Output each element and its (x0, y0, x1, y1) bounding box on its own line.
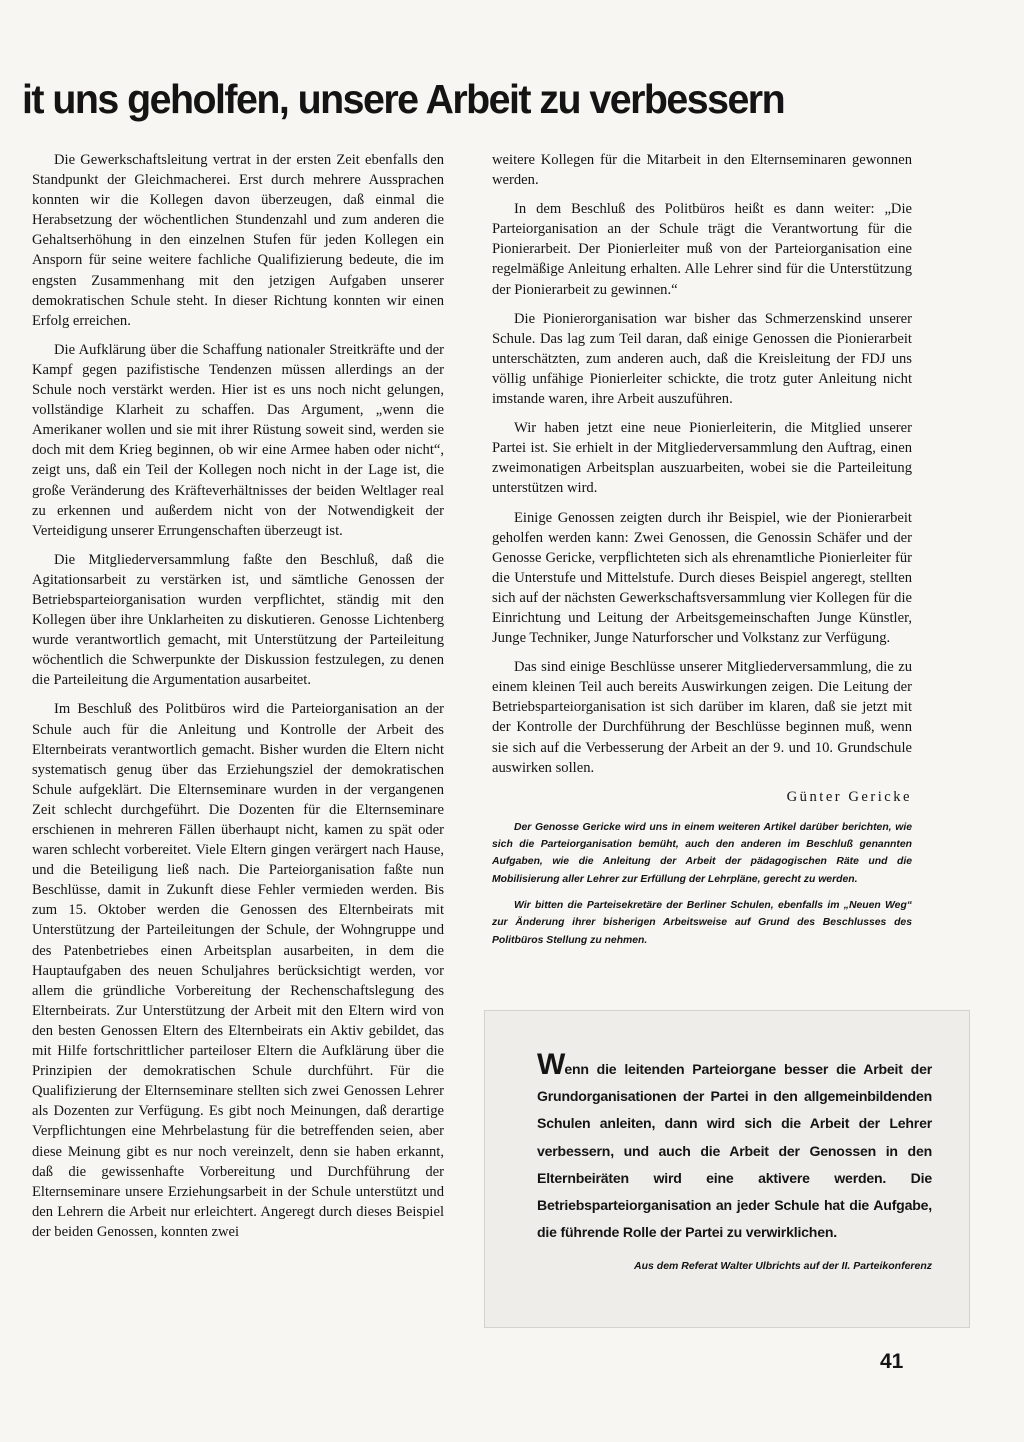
paragraph: Die Pionierorganisation war bisher das Schmerzenskind unserer Schule. Das lag zum Teil daran, daß einige Genossen die Pionierarbeit unterschätzten, zum anderen auch, daß die Kreisleitung der FDJ uns völlig unfähige Pionierleiter schickte, die trotz guter Anleitung nicht imstande waren, ihre Arbeit auszuführen. (492, 310, 912, 408)
editor-note: Der Genosse Gericke wird uns in einem weiteren Artikel darüber berichten, wie sich die Parteiorganisation bemüht, auch den anderen im Beschluß genannten Aufgaben, wie die Anleitung der Arbeit der pädagogischen Räte und die Mobilisierung aller Lehrer zur Erfüllung der Lehrpläne, gerecht zu werden. (492, 821, 912, 885)
paragraph: Die Gewerkschaftsleitung vertrat in der ersten Zeit ebenfalls den Standpunkt der Gleichmacherei. Erst durch mehrere Aussprachen konnten wir die Kollegen davon überzeugen, daß einmal die Herabsetzung der wöchentlichen Stundenzahl und zum anderen die Gehaltserhöhung in den einzelnen Stufen für jeden Kollegen ein Ansporn für seine weitere fachliche Qualifizierung bedeute, die im engsten Zusammenhang mit den jetzigen Aufgaben unserer demokratischen Schule steht. In dieser Richtung konnten wir einen Erfolg erreichen. (32, 152, 444, 329)
left-column (32, 150, 444, 1251)
quote-box (484, 1010, 970, 1328)
paragraph: In dem Beschluß des Politbüros heißt es dann weiter: „Die Parteiorganisation an der Schule trägt die Verantwortung für die Pionierarbeit. Der Pionierleiter muß von der Parteiorganisation eine regelmäßige Anleitung erhalten. Alle Lehrer sind für die Unterstützung der Pionierarbeit zu gewinnen.“ (492, 201, 912, 298)
paragraph: Wir haben jetzt eine neue Pionierleiterin, die Mitglied unserer Partei ist. Sie erhielt in der Mitgliederversammlung den Auftrag, einen zweimonatigen Arbeitsplan auszuarbeiten, wobei sie die Parteileitung unterstützen wird. (492, 420, 912, 497)
paragraph: weitere Kollegen für die Mitarbeit in den Elternseminaren gewonnen werden. (492, 152, 912, 189)
editor-note: Wir bitten die Parteisekretäre der Berliner Schulen, ebenfalls im „Neuen Weg“ zur Änderung ihrer bisherigen Arbeitsweise auf Grund des Beschlusses des Politbüros Stellung zu nehmen. (492, 900, 912, 946)
quote-box-content (537, 1048, 932, 1273)
author-signature: Günter Gericke (786, 788, 912, 805)
paragraph: Einige Genossen zeigten durch ihr Beispiel, wie der Pionierarbeit geholfen werden kann: Zwei Genossen, die Genossin Schäfer und der Genosse Gericke, verpflichteten sich als ehrenamtliche Pionierleiter für die Unterstufe und Mittelstufe. Durch dieses Beispiel angeregt, stellten sich auf der nächsten Gewerkschaftsversammlung vier Kollegen für die Einrichtung und Leitung der Arbeitsgemeinschaften Junge Künstler, Junge Techniker, Junge Naturforscher und Volkstanz zur Verfügung. (492, 509, 912, 647)
quote-text (537, 1048, 932, 1246)
quote-dropcap: W (537, 1048, 565, 1081)
paragraph: Das sind einige Beschlüsse unserer Mitgliederversammlung, die zu einem kleinen Teil auch bereits Auswirkungen zeigen. Die Leitung der Betriebsparteiorganisation ist sich darüber im klaren, daß sie jetzt mit der Kontrolle der Durchführung der Beschlüsse beginnen muß, wenn sie sich auf die Verbesserung der Arbeit an der 9. und 10. Grundschule auswirken sollen. (492, 659, 912, 776)
quote-body: enn die leitenden Parteiorgane besser die Arbeit der Grundorganisationen der Partei in den allgemeinbildenden Schulen anleiten, dann wird sich die Arbeit der Lehrer verbessern, und auch die Arbeit der Genossen in den Elternbeiräten wird eine aktivere werden. Die Betriebsparteiorganisation an jeder Schule hat die Aufgabe, die führende Rolle der Partei zu verwirklichen. (537, 1061, 932, 1241)
paragraph: Die Aufklärung über die Schaffung nationaler Streitkräfte und der Kampf gegen pazifistische Tendenzen müssen allerdings an der Schule noch verstärkt werden. Hier ist es uns noch nicht gelungen, vollständige Klarheit zu schaffen. Das Argument, „wenn die Amerikaner wollen und sie mit ihrer Rüstung soweit sind, werden sie doch mit dem Krieg beginnen, ob wir eine Armee haben oder nicht“, zeigt uns, daß ein Teil der Kollegen noch nicht in der Lage ist, die große Veränderung des Kräfteverhältnisses der beiden Weltlager real zu erkennen und außerdem nicht von der Notwendigkeit der Verteidigung unserer Errungenschaften überzeugt ist. (32, 341, 444, 539)
page-number: 41 (880, 1350, 904, 1373)
quote-source: Aus dem Referat Walter Ulbrichts auf der II. Parteikonferenz (634, 1260, 932, 1273)
article-headline: it uns geholfen, unsere Arbeit zu verbessern (22, 76, 785, 122)
paragraph: Im Beschluß des Politbüros wird die Parteiorganisation an der Schule auch für die Anleitung und Kontrolle der Arbeit des Elternbeirats verantwortlich gemacht. Bisher wurden die Eltern nicht systematisch genug über das Erziehungsziel der demokratischen Schule aufgeklärt. Die Elternseminare wurden in der vergangenen Zeit schlecht durchgeführt. Die Dozenten für die Elternseminare erschienen in mehreren Fällen überhaupt nicht, kamen zu spät oder waren schlecht vorbereitet. Viele Eltern gingen verärgert nach Hause, und die Beteiligung ließ nach. Die Parteiorganisation faßte nun Beschlüsse, damit in Zukunft diese Fehler vermieden werden. Bis zum 15. Oktober werden die Genossen des Elternbeirats mit Unterstützung der Parteileitungen der Schule, der Wohngruppe und des Patenbetriebes einen Arbeitsplan ausarbeiten, in dem die Hauptaufgaben des neuen Schuljahres berücksichtigt werden, vor allem die gründliche Vorbereitung der Rechenschaftslegung des Elternbeirats. Zur Unterstützung der Arbeit mit den Eltern wird von den besten Genossen Eltern des Elternbeirats ein Aktiv gebildet, das mit Hilfe fortschrittlicher parteiloser Eltern die Aufklärung über die Prinzipien der demokratischen Schule durchführt. Für die Qualifizierung der Elternseminare stellten sich zwei Genossen Lehrer als Dozenten zur Verfügung. Es gibt noch Meinungen, daß derartige Verpflichtungen eine Mehrbelastung für die betreffenden seien, aber diese Meinung gibt es nur noch vereinzelt, denn sie haben erkannt, daß die gewissenhafte Vorbereitung und Durchführung der Elternseminare unsere Erziehungsarbeit in der Schule unterstützt und den Lehrern die Arbeit nur erleichtert. Angeregt durch dieses Beispiel der beiden Genossen, konnten zwei (32, 701, 444, 1240)
right-column (492, 150, 912, 958)
paragraph: Die Mitgliederversammlung faßte den Beschluß, daß die Agitationsarbeit zu verstärken ist, und sämtliche Genossen der Betriebsparteiorganisation wurden verpflichtet, ständig mit den Kollegen über ihre Unklarheiten zu diskutieren. Genosse Lichtenberg wurde verantwortlich gemacht, mit Unterstützung der Parteileitung wöchentlich die Schwerpunkte der Diskussion festzulegen, zu denen die Parteileitung die Argumentation ausarbeitet. (32, 551, 444, 689)
